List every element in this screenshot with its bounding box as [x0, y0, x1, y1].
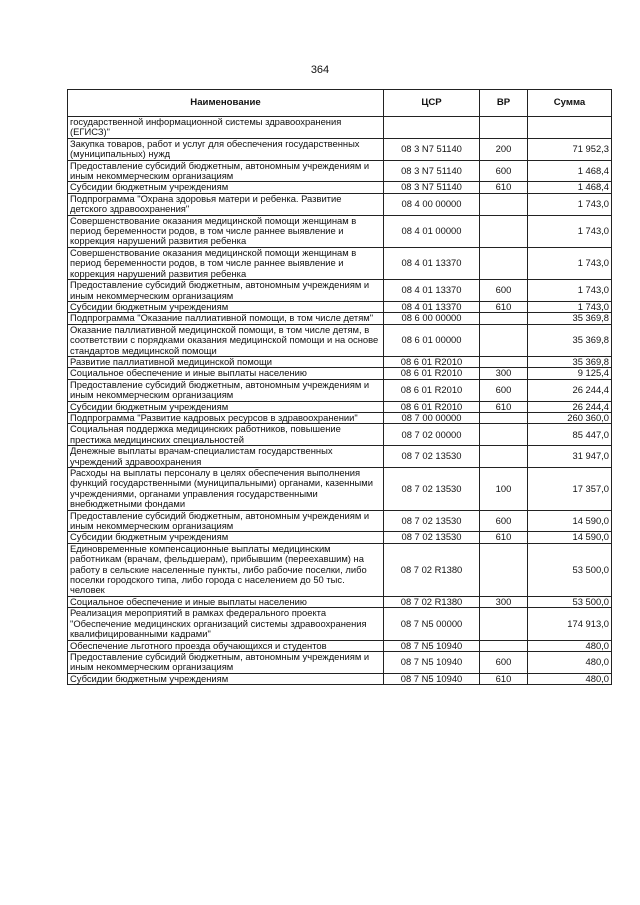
table-row: [68, 468, 612, 511]
row-sum: 53 500,0: [528, 543, 612, 596]
page-number: 364: [310, 64, 330, 76]
table-row: [68, 138, 612, 160]
column-header-vr: ВР: [480, 90, 528, 117]
table-row: [68, 324, 612, 356]
row-csr: 08 4 01 13370: [384, 280, 480, 302]
table-row: [68, 313, 612, 324]
row-csr: 08 7 00 00000: [384, 412, 480, 423]
row-sum: 1 743,0: [528, 193, 612, 215]
row-sum: 17 357,0: [528, 468, 612, 511]
row-name: Субсидии бюджетным учреждениям: [68, 673, 384, 684]
row-vr: [480, 543, 528, 596]
row-csr: 08 3 N7 51140: [384, 182, 480, 193]
row-name: Расходы на выплаты персоналу в целях обеспечения выполнения функций государственными (муниципальными) органами, казенными учреждениями, органами управления государственными внебюджетными фондами: [68, 468, 384, 511]
row-name: Совершенствование оказания медицинской помощи женщинам в период беременности родов, в том числе раннее выявление и коррекция нарушений развития ребенка: [68, 215, 384, 247]
row-sum: 480,0: [528, 673, 612, 684]
row-sum: 1 468,4: [528, 182, 612, 193]
row-name: Предоставление субсидий бюджетным, автономным учреждениям и иным некоммерческим организациям: [68, 510, 384, 532]
row-vr: [480, 247, 528, 279]
row-csr: 08 6 01 R2010: [384, 356, 480, 367]
row-name: Социальное обеспечение и иные выплаты населению: [68, 596, 384, 607]
row-csr: 08 4 01 13370: [384, 301, 480, 312]
row-vr: 610: [480, 182, 528, 193]
row-sum: 53 500,0: [528, 596, 612, 607]
budget-table: [67, 89, 612, 685]
row-csr: 08 6 01 R2010: [384, 401, 480, 412]
row-sum: 1 743,0: [528, 280, 612, 302]
row-vr: 610: [480, 401, 528, 412]
row-sum: 174 913,0: [528, 608, 612, 640]
table-row: [68, 301, 612, 312]
row-name: Совершенствование оказания медицинской помощи женщинам в период беременности родов, в том числе раннее выявление и коррекция нарушений развития ребенка: [68, 247, 384, 279]
row-name: Развитие паллиативной медицинской помощи: [68, 356, 384, 367]
table-row: [68, 379, 612, 401]
row-vr: [480, 640, 528, 651]
row-csr: 08 7 N5 10940: [384, 651, 480, 673]
row-sum: 26 244,4: [528, 379, 612, 401]
row-sum: 35 369,8: [528, 324, 612, 356]
table-row: [68, 510, 612, 532]
row-csr: 08 7 02 00000: [384, 424, 480, 446]
column-header-name: Наименование: [68, 90, 384, 117]
row-sum: 1 743,0: [528, 301, 612, 312]
row-vr: [480, 608, 528, 640]
row-csr: 08 7 02 R1380: [384, 543, 480, 596]
row-name: Субсидии бюджетным учреждениям: [68, 182, 384, 193]
row-sum: 1 743,0: [528, 247, 612, 279]
row-vr: [480, 356, 528, 367]
row-name: Социальная поддержка медицинских работников, повышение престижа медицинских специальностей: [68, 424, 384, 446]
row-vr: [480, 313, 528, 324]
row-name: Оказание паллиативной медицинской помощи, в том числе детям, в соответствии с порядками оказания медицинской помощи и на основе стандартов медицинской помощи: [68, 324, 384, 356]
row-vr: [480, 424, 528, 446]
table-row: [68, 215, 612, 247]
row-csr: 08 7 N5 10940: [384, 640, 480, 651]
row-vr: 600: [480, 510, 528, 532]
row-vr: [480, 412, 528, 423]
row-csr: 08 6 01 00000: [384, 324, 480, 356]
row-name: Субсидии бюджетным учреждениям: [68, 532, 384, 543]
row-csr: 08 4 00 00000: [384, 193, 480, 215]
row-vr: 610: [480, 301, 528, 312]
table-row: [68, 182, 612, 193]
row-sum: 14 590,0: [528, 510, 612, 532]
row-csr: 08 7 02 13530: [384, 446, 480, 468]
table-row: [68, 608, 612, 640]
table-row: [68, 356, 612, 367]
row-csr: 08 6 01 R2010: [384, 368, 480, 379]
row-sum: [528, 117, 612, 139]
row-name: Субсидии бюджетным учреждениям: [68, 301, 384, 312]
row-name: Денежные выплаты врачам-специалистам государственных учреждений здравоохранения: [68, 446, 384, 468]
table-row: [68, 446, 612, 468]
row-sum: 9 125,4: [528, 368, 612, 379]
row-vr: [480, 215, 528, 247]
row-name: Обеспечение льготного проезда обучающихся и студентов: [68, 640, 384, 651]
row-name: Социальное обеспечение и иные выплаты населению: [68, 368, 384, 379]
row-name: государственной информационной системы здравоохранения (ЕГИСЗ)": [68, 117, 384, 139]
table-row: [68, 640, 612, 651]
row-name: Предоставление субсидий бюджетным, автономным учреждениям и иным некоммерческим организациям: [68, 651, 384, 673]
table-row: [68, 532, 612, 543]
row-csr: 08 7 02 R1380: [384, 596, 480, 607]
row-vr: [480, 324, 528, 356]
row-name: Предоставление субсидий бюджетным, автономным учреждениям и иным некоммерческим организациям: [68, 160, 384, 182]
table-row: [68, 280, 612, 302]
row-name: Предоставление субсидий бюджетным, автономным учреждениям и иным некоммерческим организациям: [68, 379, 384, 401]
row-sum: 71 952,3: [528, 138, 612, 160]
row-vr: 610: [480, 673, 528, 684]
row-vr: 300: [480, 368, 528, 379]
table-row: [68, 596, 612, 607]
row-vr: [480, 193, 528, 215]
row-sum: 14 590,0: [528, 532, 612, 543]
row-sum: 480,0: [528, 651, 612, 673]
table-row: [68, 117, 612, 139]
row-sum: 260 360,0: [528, 412, 612, 423]
row-sum: 35 369,8: [528, 313, 612, 324]
row-vr: [480, 446, 528, 468]
row-csr: 08 7 N5 10940: [384, 673, 480, 684]
column-header-csr: ЦСР: [384, 90, 480, 117]
row-vr: 600: [480, 160, 528, 182]
row-name: Подпрограмма "Развитие кадровых ресурсов в здравоохранении": [68, 412, 384, 423]
table-row: [68, 651, 612, 673]
row-name: Закупка товаров, работ и услуг для обеспечения государственных (муниципальных) нужд: [68, 138, 384, 160]
table-header-row: [68, 90, 612, 117]
row-csr: 08 7 02 13530: [384, 532, 480, 543]
table-row: [68, 193, 612, 215]
row-vr: 600: [480, 379, 528, 401]
row-csr: 08 4 01 13370: [384, 247, 480, 279]
table-row: [68, 412, 612, 423]
row-csr: [384, 117, 480, 139]
row-sum: 26 244,4: [528, 401, 612, 412]
table-row: [68, 424, 612, 446]
row-sum: 1 743,0: [528, 215, 612, 247]
row-csr: 08 6 01 R2010: [384, 379, 480, 401]
table-row: [68, 401, 612, 412]
row-vr: 300: [480, 596, 528, 607]
row-sum: 31 947,0: [528, 446, 612, 468]
table-row: [68, 247, 612, 279]
row-csr: 08 4 01 00000: [384, 215, 480, 247]
row-name: Подпрограмма "Охрана здоровья матери и ребенка. Развитие детского здравоохранения": [68, 193, 384, 215]
row-sum: 480,0: [528, 640, 612, 651]
row-csr: 08 7 02 13530: [384, 510, 480, 532]
table-row: [68, 673, 612, 684]
row-name: Единовременные компенсационные выплаты медицинским работникам (врачам, фельдшерам), прибывшим (переехавшим) на работу в сельские населенные пункты, либо рабочие поселки, либо поселки городского типа, либо города с населением до 50 тыс. человек: [68, 543, 384, 596]
row-name: Предоставление субсидий бюджетным, автономным учреждениям и иным некоммерческим организациям: [68, 280, 384, 302]
row-csr: 08 7 02 13530: [384, 468, 480, 511]
row-csr: 08 3 N7 51140: [384, 160, 480, 182]
row-vr: 600: [480, 651, 528, 673]
row-sum: 1 468,4: [528, 160, 612, 182]
table-row: [68, 368, 612, 379]
table-row: [68, 543, 612, 596]
row-sum: 85 447,0: [528, 424, 612, 446]
row-sum: 35 369,8: [528, 356, 612, 367]
row-name: Субсидии бюджетным учреждениям: [68, 401, 384, 412]
row-vr: 600: [480, 280, 528, 302]
row-vr: 100: [480, 468, 528, 511]
row-name: Подпрограмма "Оказание паллиативной помощи, в том числе детям": [68, 313, 384, 324]
column-header-sum: Сумма: [528, 90, 612, 117]
row-vr: [480, 117, 528, 139]
row-name: Реализация мероприятий в рамках федерального проекта "Обеспечение медицинских организаций системы здравоохранения квалифицированными кадрами": [68, 608, 384, 640]
row-csr: 08 7 N5 00000: [384, 608, 480, 640]
table-row: [68, 160, 612, 182]
row-vr: 200: [480, 138, 528, 160]
row-vr: 610: [480, 532, 528, 543]
row-csr: 08 3 N7 51140: [384, 138, 480, 160]
row-csr: 08 6 00 00000: [384, 313, 480, 324]
